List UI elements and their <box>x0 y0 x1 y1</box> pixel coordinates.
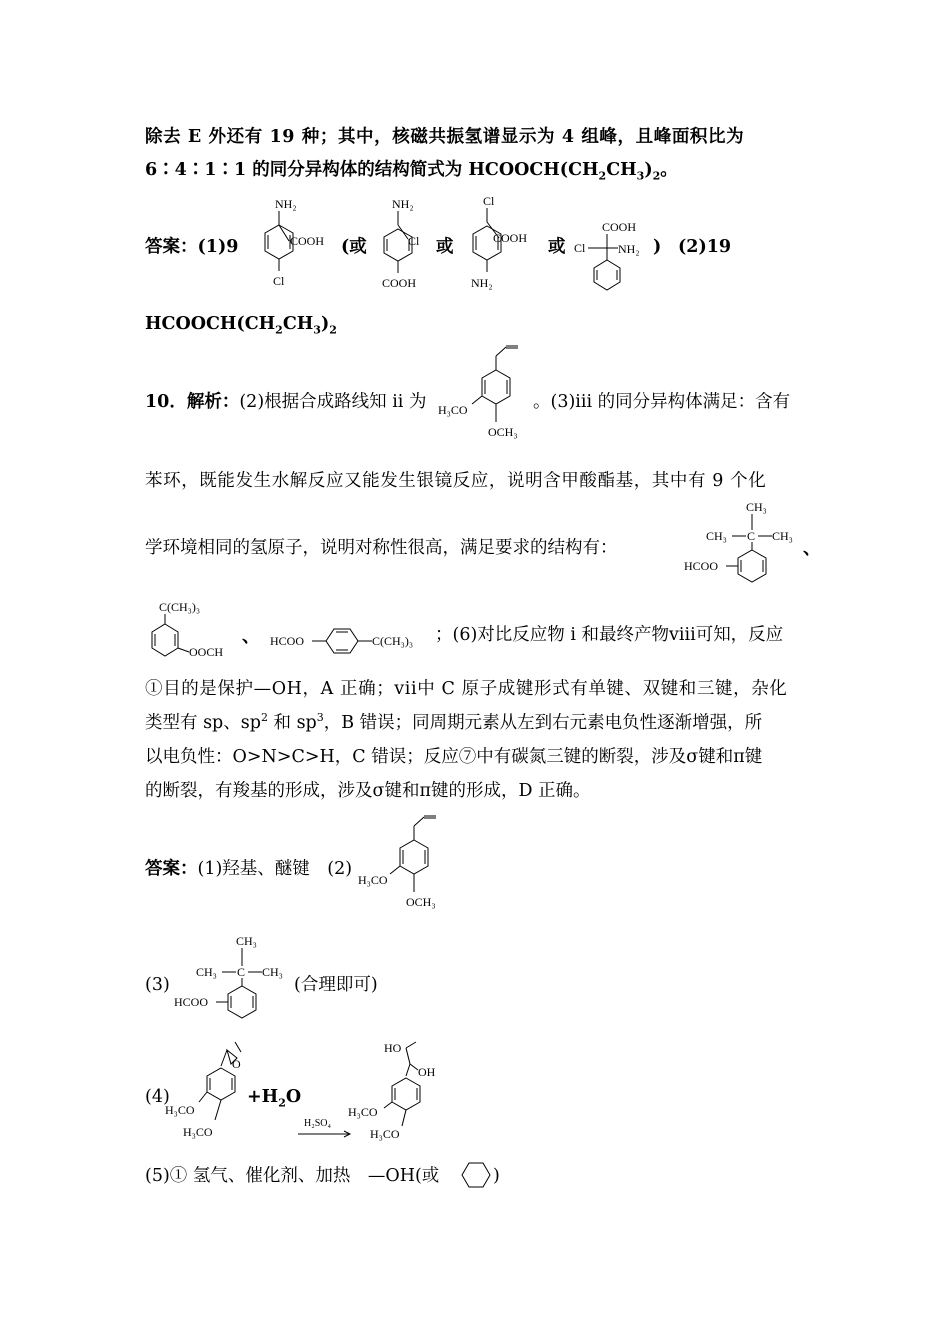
text-line-2-d: 。 <box>660 160 678 180</box>
label-cl: Cl <box>273 274 285 288</box>
text-line-1: 除去 E 外还有 19 种；其中，核磁共振氢谱显示为 4 组峰，且峰面积比为 <box>145 127 745 147</box>
label-cl: Cl <box>574 241 586 255</box>
answer-9-num: (1)9 <box>197 237 239 257</box>
label-nh2: NH₂ <box>392 197 414 211</box>
answer-9-line2: $HCOOCH(CH_2CH_3)_2$ <box>145 314 337 337</box>
structure-iii-b <box>145 598 245 666</box>
or-3: 或 <box>548 237 566 257</box>
text-line-2-c: ) <box>644 160 653 180</box>
q10-line-4: ；(6)对比反应物 i 和最终产物viii可知，反应 <box>435 625 784 645</box>
q10-head: 10．解析： <box>145 392 240 412</box>
label-c: C <box>747 529 756 543</box>
label-oh: OH <box>418 1065 436 1079</box>
label-c: C <box>237 965 246 979</box>
plus-h2o: $+H_2O$ <box>247 1087 302 1110</box>
close-paren: ) <box>653 237 662 257</box>
answer-10-3: (3) <box>145 975 170 995</box>
plus-h2o-a: +H <box>247 1087 279 1107</box>
label-ch3: CH₃ <box>706 529 727 543</box>
structure-answer-2 <box>358 812 453 917</box>
answer-9-line2-b: CH <box>282 314 314 334</box>
plus-h2o-b: O <box>285 1087 302 1107</box>
structure-b <box>368 195 438 295</box>
dun-1: 、 <box>803 539 821 559</box>
answer-label: 答案： <box>145 237 198 257</box>
label-cl: Cl <box>408 234 420 248</box>
structure-iii-a <box>682 498 802 588</box>
answer-label: 答案： <box>145 859 198 879</box>
q10-line-3: 学环境相同的氢原子，说明对称性很高，满足要求的结构有： <box>145 538 618 558</box>
label-h3co: H₃CO <box>370 1127 400 1141</box>
label-nh2: NH₂ <box>618 242 640 256</box>
answer-9-label <box>145 236 238 258</box>
reaction-arrow <box>296 1114 356 1140</box>
answer-10-5 <box>145 1165 439 1187</box>
label-nh2: NH₂ <box>471 276 493 290</box>
q10-line-1 <box>145 391 426 413</box>
cyclohexane-icon <box>458 1160 494 1190</box>
answer-9-line2-a: HCOOCH(CH <box>145 314 276 334</box>
label-ch3: CH₃ <box>772 529 793 543</box>
q10-line-6-b: 和 sp <box>267 713 317 733</box>
label-hcoo: HCOO <box>174 995 209 1009</box>
label-ch3: CH₃ <box>196 965 217 979</box>
label-cooh: COOH <box>382 276 417 290</box>
answer-9-part2: (2)19 <box>678 237 732 257</box>
q10-line-8: 的断裂，有羧基的形成，涉及σ键和π键的形成，D 正确。 <box>145 781 591 801</box>
or-1: (或 <box>341 237 367 257</box>
label-h3co: H₃CO <box>183 1125 213 1139</box>
text-line-2-a: 6∶4∶1∶1 的同分异构体的结构简式为 HCOOCH(CH <box>145 160 599 180</box>
label-h3co: H₃CO <box>358 873 388 887</box>
label-h3co: H₃CO <box>348 1105 378 1119</box>
label-hcoo: HCOO <box>684 559 719 573</box>
answer-10-4: (4) <box>145 1087 170 1107</box>
or-2: 或 <box>436 237 454 257</box>
q10-line-5: ①目的是保护—OH，A 正确；vii中 C 原子成键形式有单键、双键和三键，杂化 <box>145 679 788 699</box>
answer-10-3-note: (合理即可) <box>294 975 378 995</box>
structure-c <box>463 192 553 297</box>
label-h3co: H₃CO <box>438 403 468 417</box>
q10-line-7: 以电负性：O>N>C>H，C 错误；反应⑦中有碳氮三键的断裂，涉及σ键和π键 <box>145 747 763 767</box>
text-line-2-b: CH <box>606 160 637 180</box>
label-cooh: COOH <box>602 220 637 234</box>
label-oocH: OOCH <box>189 645 224 659</box>
label-ch3: CH₃ <box>262 965 283 979</box>
label-cooh: COOH <box>493 231 528 245</box>
q10-line-6-a: 类型有 sp、sp <box>145 713 261 733</box>
structure-epoxide <box>165 1036 255 1146</box>
label-o: O <box>232 1057 241 1071</box>
label-c-ch3-3: C(CH₃)₃ <box>159 600 201 614</box>
q10-line-6-c: ，B 错误；同周期元素从左到右元素电负性逐渐增强，所 <box>323 713 763 733</box>
answer-10-5-a: (5)① 氢气、催化剂、加热 —OH(或 <box>145 1166 440 1186</box>
label-h2so4: H₂SO₄ <box>304 1118 331 1129</box>
structure-a <box>245 195 340 295</box>
structure-ii <box>438 342 533 447</box>
label-h3co: H₃CO <box>165 1103 195 1117</box>
q10-line-1-b: 。(3)iii 的同分异构体满足：含有 <box>533 392 791 412</box>
answer-10-5-b: ) <box>493 1166 500 1186</box>
answer-10-1: (1)羟基、醚键 (2) <box>197 859 353 879</box>
label-ho: HO <box>384 1041 402 1055</box>
label-hcoo: HCOO <box>270 634 305 648</box>
label-och3: OCH₃ <box>406 895 436 909</box>
label-ch3: CH₃ <box>236 934 257 948</box>
structure-iii-c <box>268 625 433 665</box>
q10-line-1-a: (2)根据合成路线知 ii 为 <box>239 392 427 412</box>
label-cl: Cl <box>483 194 495 208</box>
structure-d <box>572 218 652 298</box>
text-line-2: 6∶4∶1∶1 的同分异构体的结构简式为 $HCOOCH(CH_2CH_3)_2$。 <box>145 160 678 183</box>
q10-line-6: 类型有 sp、$sp^2$ 和 $sp^3$，B 错误；同周期元素从左到右元素电负性逐渐增强，所 <box>145 711 763 733</box>
dun-2: 、 <box>242 627 260 647</box>
label-ch3: CH₃ <box>746 500 767 514</box>
answer-9-line2-c: ) <box>320 314 330 334</box>
answer-10-line-1 <box>145 858 352 880</box>
q10-line-2: 苯环，既能发生水解反应又能发生银镜反应，说明含甲酸酯基，其中有 9 个化 <box>145 471 767 491</box>
structure-diol <box>348 1036 448 1146</box>
label-cooh: COOH <box>290 234 325 248</box>
structure-answer-3 <box>172 932 292 1027</box>
label-och3: OCH₃ <box>488 425 518 439</box>
label-c-ch3-3: C(CH₃)₃ <box>372 634 414 648</box>
label-nh2: NH₂ <box>275 197 297 211</box>
